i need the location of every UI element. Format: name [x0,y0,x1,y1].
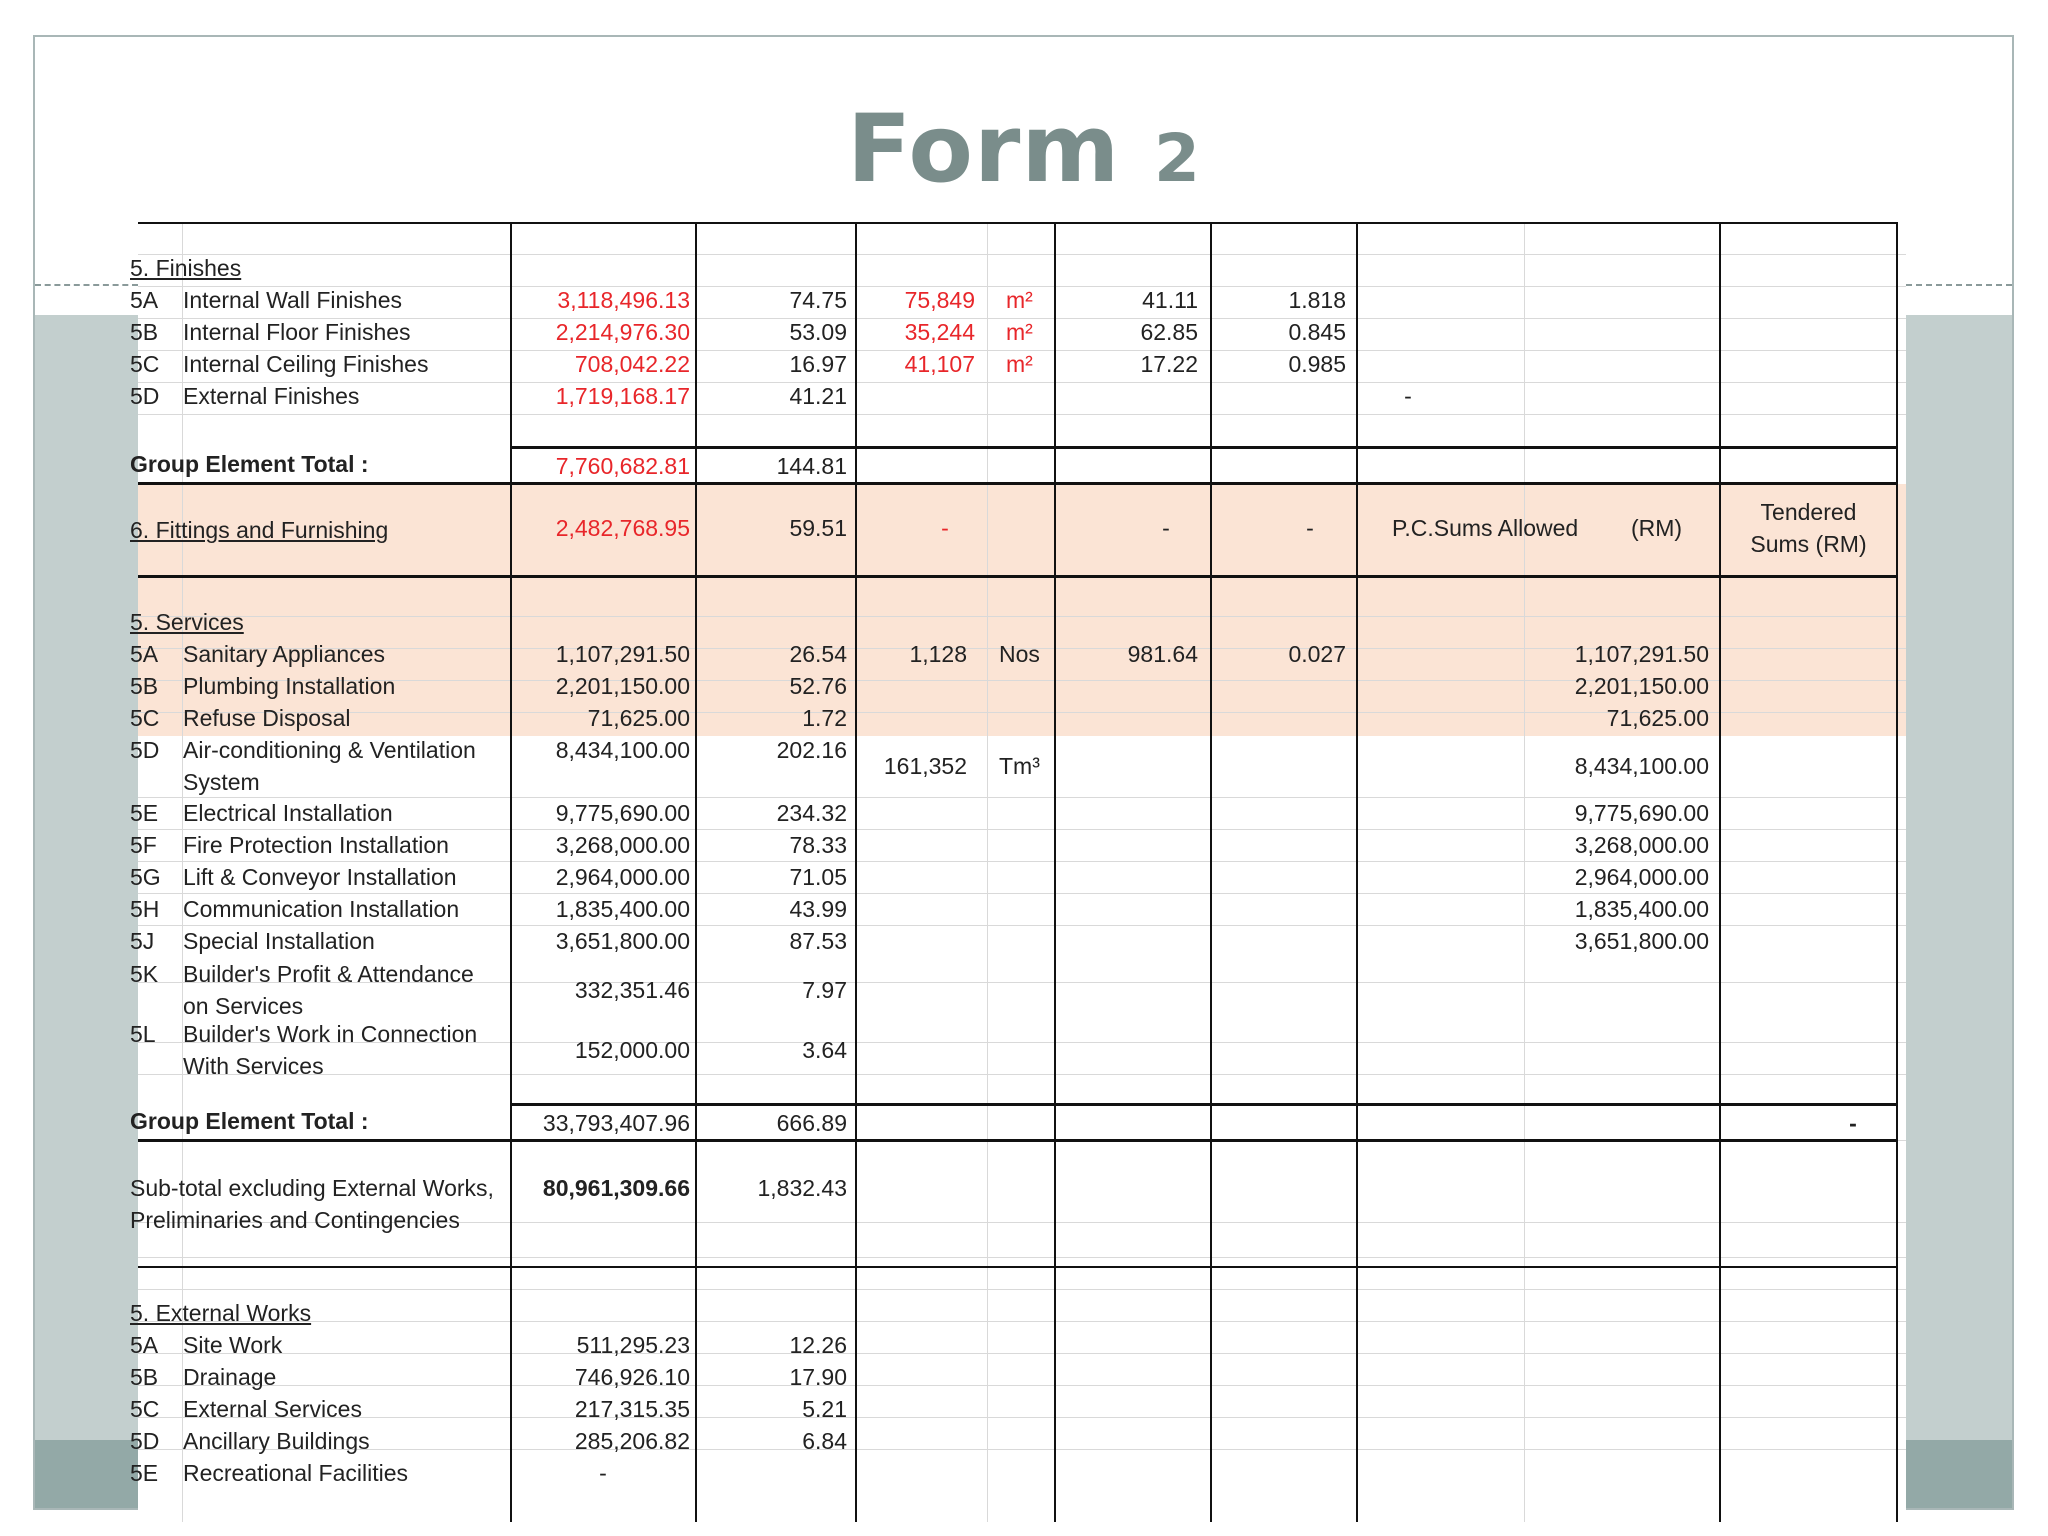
fittings-dash: - [941,515,949,541]
row-description: Fire Protection Installation [183,832,449,858]
row-ratio: - [1404,383,1412,409]
row-code: 5C [130,351,160,377]
row-rate: 41.21 [789,383,847,409]
right-dashed-divider [1906,284,2012,286]
pc-sums-unit-header: (RM) [1631,515,1683,541]
row-rate: 3.64 [802,1037,847,1063]
row-code: 5G [130,864,161,890]
row-quantity: 35,244 [904,319,975,345]
row-description: Electrical Installation [183,800,393,826]
row-description: Lift & Conveyor Installation [183,864,457,890]
fittings-heading: 6. Fittings and Furnishing [130,517,389,543]
row-quantity: 41,107 [904,351,975,377]
row-code: 5E [130,1460,159,1486]
row-description: Internal Wall Finishes [183,287,403,313]
row-amount: 511,295.23 [576,1332,690,1358]
row-amount: 9,775,690.00 [555,800,690,826]
row-description: External Services [183,1396,362,1422]
row-amount: 1,835,400.00 [555,896,690,922]
row-amount: 3,268,000.00 [555,832,690,858]
row-unit: m² [1006,287,1033,313]
subtotal-amount: 80,961,309.66 [542,1175,690,1201]
row-rate: 26.54 [789,641,847,667]
row-ratio: 1.818 [1288,287,1346,313]
row-quantity: 161,352 [883,753,967,779]
row-rate: 16.97 [789,351,847,377]
row-unit-rate: 17.22 [1140,351,1198,377]
fittings-amount: 2,482,768.95 [555,515,690,541]
row-code: 5H [130,896,160,922]
row-description: Sanitary Appliances [183,641,386,667]
row-pc-sum: 3,651,800.00 [1574,928,1709,954]
row-unit-rate: 62.85 [1140,319,1198,345]
row-code: 5L [130,1021,156,1047]
title-word: Form [847,95,1121,204]
row-rate: 52.76 [789,673,847,699]
tendered-header-line1: Tendered [1760,499,1857,525]
row-amount: 746,926.10 [574,1364,690,1390]
row-unit: Tm³ [999,753,1040,779]
row-description: Recreational Facilities [183,1460,408,1486]
finishes-heading: 5. Finishes [130,255,242,281]
row-rate: 78.33 [789,832,847,858]
row-pc-sum: 1,107,291.50 [1574,641,1709,667]
left-decorative-bar [35,315,138,1508]
row-rate: 43.99 [789,896,847,922]
row-unit: m² [1006,319,1033,345]
row-rate: 17.90 [789,1364,847,1390]
row-quantity: 75,849 [904,287,975,313]
row-rate: 1.72 [802,705,847,731]
row-ratio: 0.027 [1288,641,1346,667]
row-rate: 71.05 [789,864,847,890]
row-amount: 8,434,100.00 [555,737,690,763]
row-unit-rate: 981.64 [1127,641,1198,667]
tendered-header-line2: Sums (RM) [1750,531,1867,557]
row-rate: 5.21 [802,1396,847,1422]
row-pc-sum: 71,625.00 [1606,705,1709,731]
row-code: 5C [130,1396,160,1422]
row-description: Ancillary Buildings [183,1428,370,1454]
finishes-total-rate: 144.81 [776,453,847,479]
subtotal-label-line2: Preliminaries and Contingencies [130,1207,460,1233]
row-pc-sum: 9,775,690.00 [1574,800,1709,826]
row-amount: - [599,1460,607,1486]
row-quantity: 1,128 [909,641,967,667]
row-amount: 71,625.00 [587,705,690,731]
subtotal-label-line1: Sub-total excluding External Works, [130,1175,494,1201]
row-description: Drainage [183,1364,277,1390]
row-unit: Nos [999,641,1040,667]
row-amount: 1,719,168.17 [555,383,690,409]
row-description: Special Installation [183,928,375,954]
subtotal-rate: 1,832.43 [757,1175,847,1201]
row-amount: 332,351.46 [574,977,690,1003]
row-description: Internal Ceiling Finishes [183,351,429,377]
row-pc-sum: 2,201,150.00 [1574,673,1709,699]
row-code: 5D [130,1428,160,1454]
right-decorative-bar [1906,315,2012,1508]
row-description: Communication Installation [183,896,460,922]
title-number: 2 [1154,120,1201,197]
row-amount: 217,315.35 [574,1396,690,1422]
row-amount: 285,206.82 [574,1428,690,1454]
row-amount: 152,000.00 [574,1037,690,1063]
row-code: 5B [130,673,159,699]
row-rate: 7.97 [802,977,847,1003]
row-description: Refuse Disposal [183,705,351,731]
row-description-line2: System [183,769,260,795]
row-description-line2: With Services [183,1053,324,1079]
row-description: Internal Floor Finishes [183,319,411,345]
pc-sums-header: P.C.Sums Allowed [1392,515,1579,541]
spreadsheet [130,222,1906,1522]
row-description: Builder's Work in Connection [183,1021,478,1047]
finishes-total-amount: 7,760,682.81 [555,453,690,479]
services-total-label: Group Element Total : [130,1108,369,1134]
row-description-line2: on Services [183,993,304,1019]
row-unit: m² [1006,351,1033,377]
row-code: 5F [130,832,157,858]
external-heading: 5. External Works [130,1300,312,1326]
fittings-rate: 59.51 [789,515,847,541]
row-rate: 12.26 [789,1332,847,1358]
row-code: 5K [130,961,159,987]
row-rate: 202.16 [776,737,847,763]
row-amount: 3,118,496.13 [557,287,690,313]
row-rate: 87.53 [789,928,847,954]
row-pc-sum: 3,268,000.00 [1574,832,1709,858]
row-code: 5A [130,641,159,667]
services-total-tendered: - [1849,1110,1857,1136]
row-pc-sum: 2,964,000.00 [1574,864,1709,890]
row-amount: 708,042.22 [574,351,690,377]
row-code: 5E [130,800,159,826]
row-code: 5B [130,319,159,345]
row-amount: 2,964,000.00 [555,864,690,890]
finishes-total-label: Group Element Total : [130,451,369,477]
row-description: Plumbing Installation [183,673,396,699]
services-total-rate: 666.89 [776,1110,847,1136]
right-decorative-bar-dark [1906,1440,2012,1508]
row-ratio: 0.845 [1288,319,1346,345]
left-decorative-bar-dark [35,1440,138,1508]
row-code: 5A [130,1332,159,1358]
row-description: External Finishes [183,383,360,409]
row-pc-sum: 8,434,100.00 [1574,753,1709,779]
row-code: 5J [130,928,155,954]
row-rate: 74.75 [789,287,847,313]
row-code: 5D [130,383,160,409]
row-description: Builder's Profit & Attendance [183,961,474,987]
page-title [0,95,2048,204]
row-description: Air-conditioning & Ventilation [183,737,476,763]
row-code: 5A [130,287,159,313]
row-description: Site Work [183,1332,283,1358]
row-pc-sum: 1,835,400.00 [1574,896,1709,922]
row-amount: 3,651,800.00 [555,928,690,954]
row-amount: 1,107,291.50 [555,641,690,667]
services-heading: 5. Services [130,609,244,635]
row-rate: 234.32 [776,800,847,826]
fittings-dash: - [1306,515,1314,541]
row-code: 5B [130,1364,159,1390]
row-code: 5D [130,737,160,763]
row-code: 5C [130,705,160,731]
row-unit-rate: 41.11 [1142,287,1198,313]
fittings-dash: - [1162,515,1170,541]
row-ratio: 0.985 [1288,351,1346,377]
row-amount: 2,201,150.00 [555,673,690,699]
row-rate: 53.09 [789,319,847,345]
row-rate: 6.84 [802,1428,847,1454]
left-dashed-divider [35,284,138,286]
row-amount: 2,214,976.30 [555,319,690,345]
services-total-amount: 33,793,407.96 [542,1110,690,1136]
